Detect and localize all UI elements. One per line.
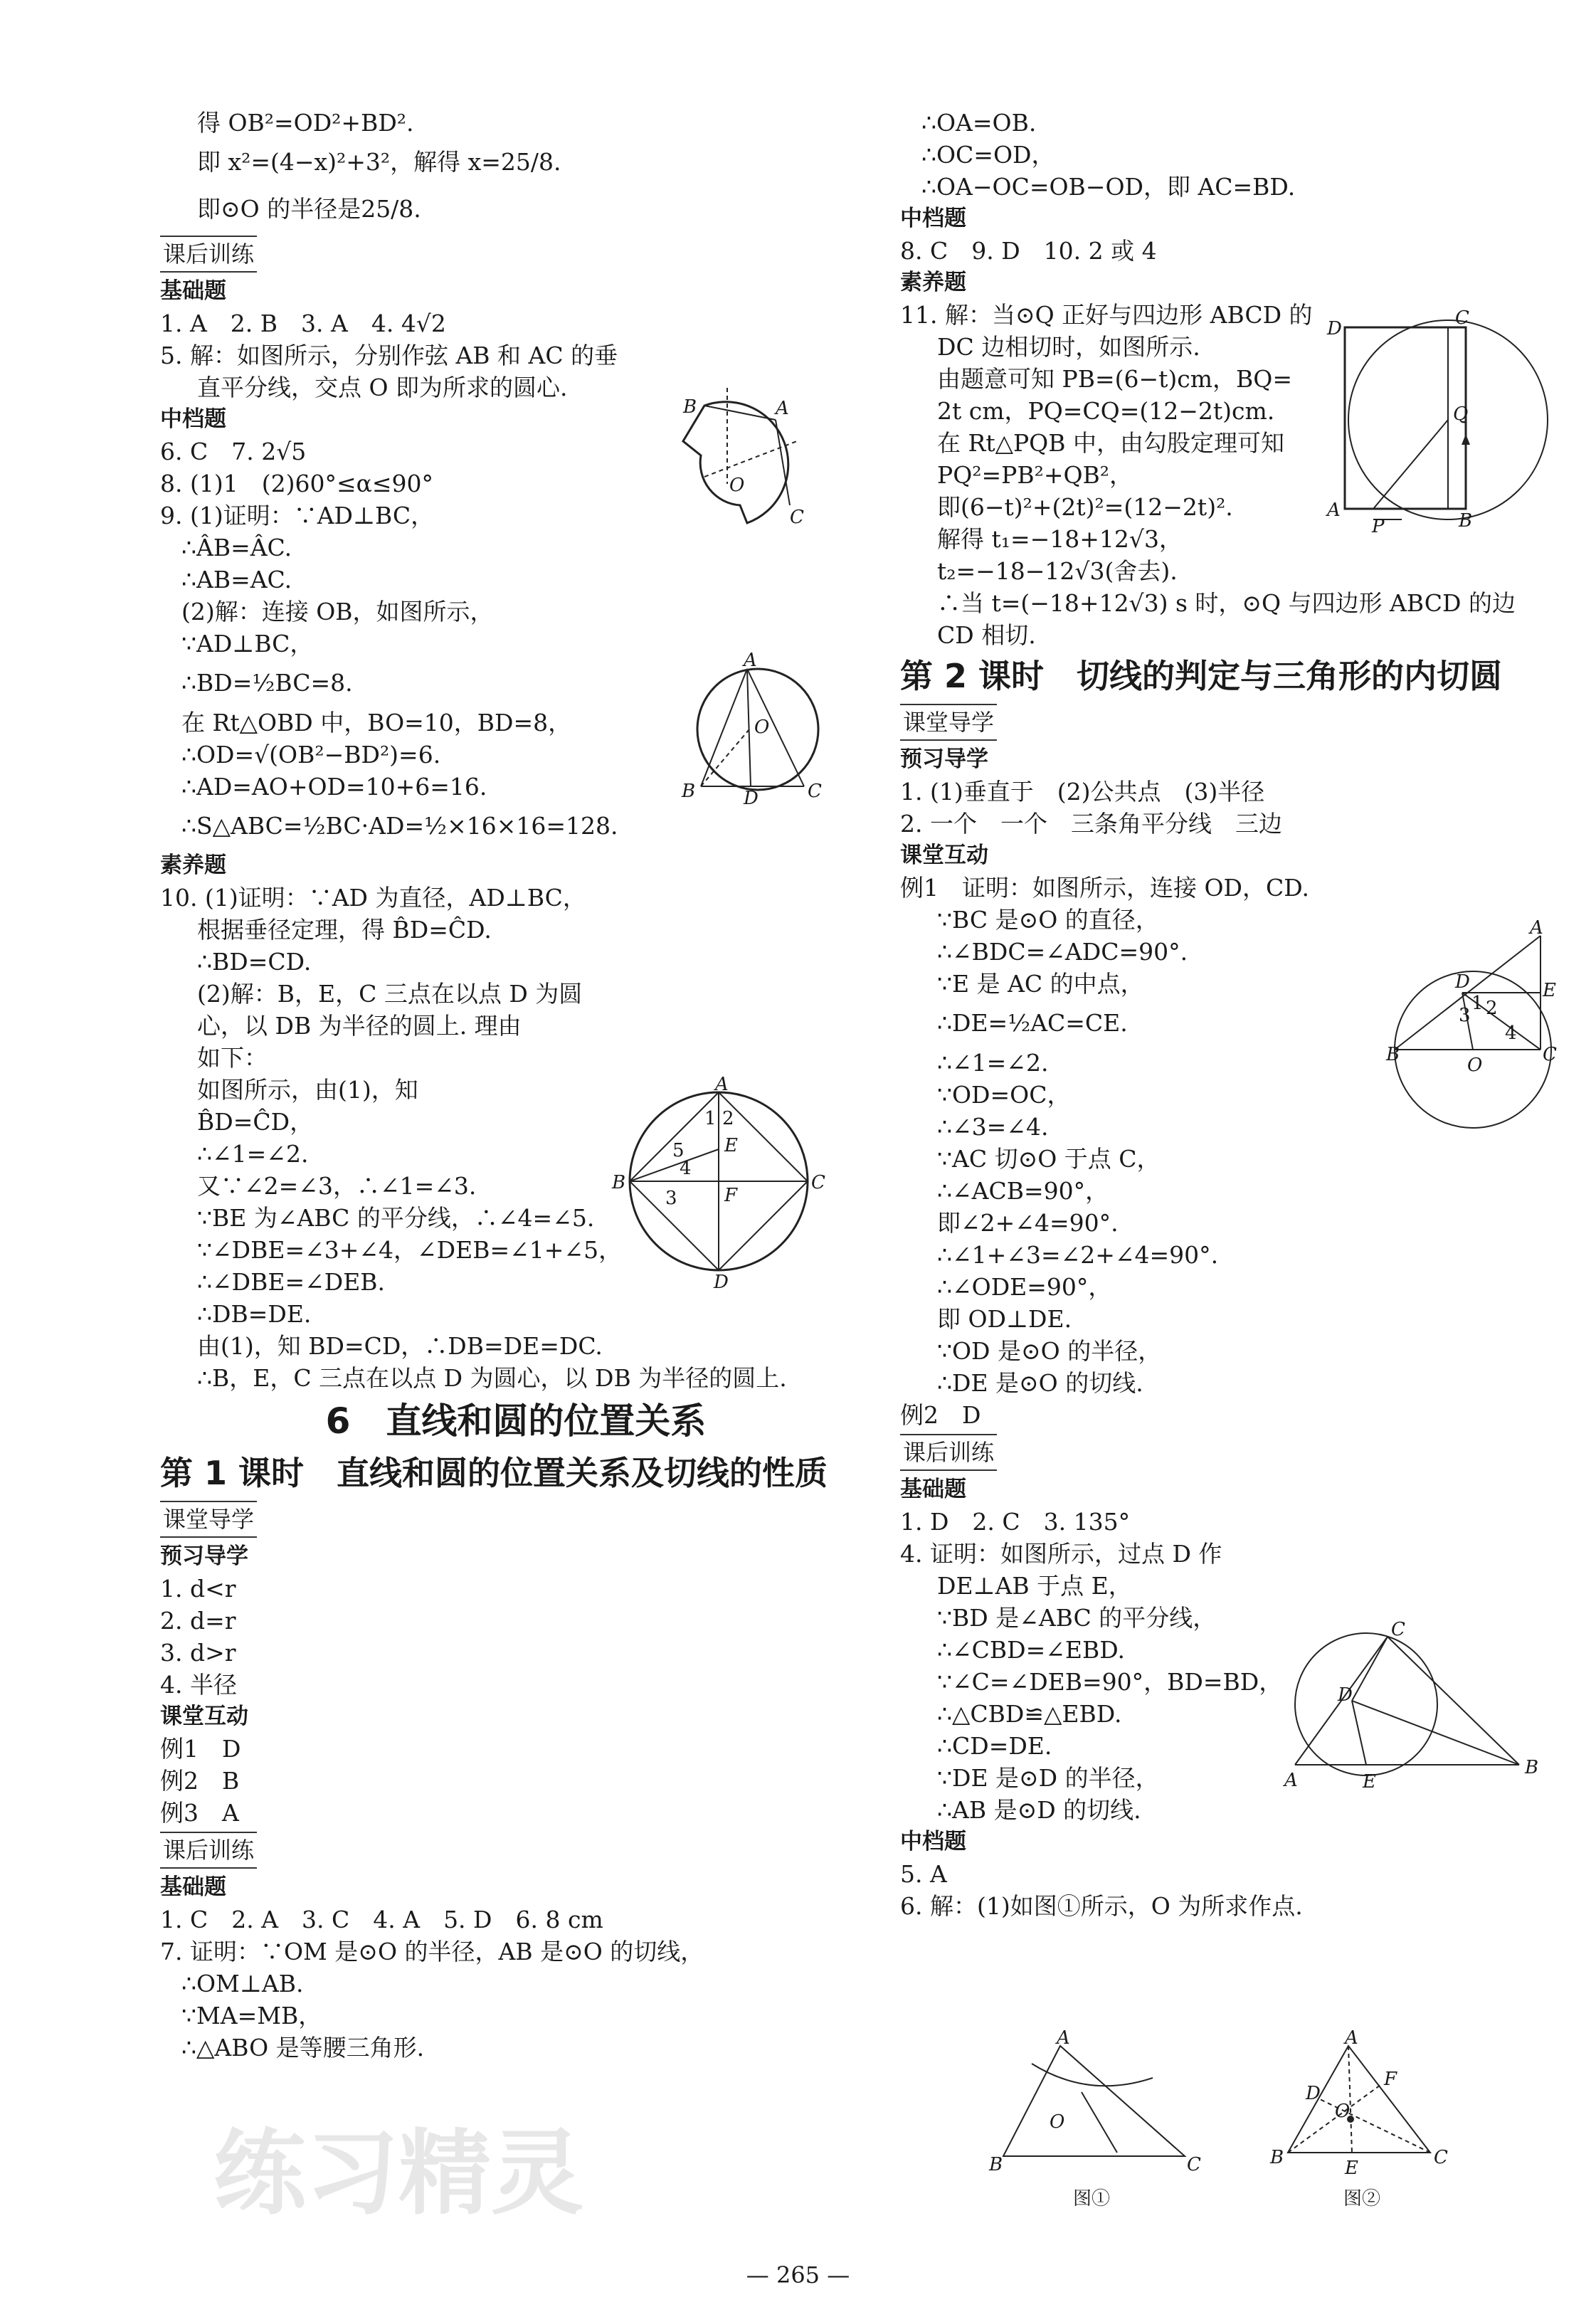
text-line: ∴AD=AO+OD=10+6=16.	[181, 773, 487, 801]
text-line: DC 边相切时，如图所示.	[937, 333, 1200, 361]
text-line: 1. C 2. A 3. C 4. A 5. D 6. 8 cm	[160, 1906, 603, 1933]
text-line: 如图所示，由(1)，知	[197, 1076, 418, 1104]
text-line: CD 相切.	[937, 621, 1036, 649]
text-line: ∵OD=OC，	[937, 1081, 1071, 1109]
figure-6-1	[989, 2027, 1210, 2213]
text-line: 预习导学	[160, 1543, 248, 1569]
label-f: F	[1384, 2069, 1397, 2090]
text-line: 例3 A	[160, 1799, 239, 1827]
text-line: 2t cm，PQ=CQ=(12−2t)cm.	[937, 397, 1275, 425]
text-line: 课堂互动	[160, 1704, 248, 1729]
text-line: 课后训练	[160, 1832, 257, 1869]
label-e: E	[1363, 1771, 1376, 1793]
text-line: 根据垂径定理，得 B̂D=ĈD.	[197, 916, 492, 944]
text-line: 由题意可知 PB=(6−t)cm，BQ=	[937, 365, 1292, 393]
text-line: ∴∠BDC=∠ADC=90°.	[937, 938, 1188, 966]
svg-text:3: 3	[665, 1188, 677, 1209]
figure-6-2	[1267, 2027, 1487, 2213]
figure-problem-4	[1284, 1619, 1555, 1800]
text-line: 即 x²=(4−x)²+3²，解得 x=25/8.	[197, 148, 561, 176]
text-line: 基础题	[160, 278, 226, 304]
label-c: C	[1391, 1619, 1405, 1640]
text-line: 又∵∠2=∠3，∴∠1=∠3.	[197, 1172, 477, 1200]
text-line: ∵∠DBE=∠3+∠4，∠DEB=∠1+∠5，	[197, 1236, 623, 1264]
text-line: B̂D=ĈD，	[197, 1108, 314, 1136]
text-line: (2)解：连接 OB，如图所示，	[181, 598, 494, 625]
text-line: ∴∠ACB=90°，	[937, 1177, 1109, 1205]
text-line: 课堂导学	[900, 704, 997, 741]
text-line: ∴ÂB=ÂC.	[181, 534, 292, 561]
svg-text:4: 4	[680, 1158, 692, 1179]
label-a: A	[1057, 2027, 1070, 2049]
text-line: 3. d>r	[160, 1639, 236, 1667]
label-c: C	[1543, 1044, 1557, 1065]
label-e: E	[1543, 980, 1556, 1001]
text-line: PQ²=PB²+QB²，	[937, 461, 1133, 489]
text-line: 2. 一个 一个 三条角平分线 三边	[900, 810, 1282, 838]
text-line: 素养题	[160, 853, 226, 878]
text-line: 得 OB²=OD²+BD².	[197, 109, 414, 137]
page-number: — 265 —	[746, 2261, 850, 2289]
text-line: ∴B，E，C 三点在以点 D 为圆心，以 DB 为半径的圆上.	[197, 1364, 787, 1392]
text-line: 在 Rt△PQB 中，由勾股定理可知	[937, 429, 1284, 457]
label-c: C	[1434, 2147, 1448, 2168]
text-line: ∴△ABO 是等腰三角形.	[181, 2034, 425, 2062]
text-line: ∴OM⊥AB.	[181, 1970, 304, 1997]
text-line: 即∠2+∠4=90°.	[937, 1209, 1119, 1237]
label-a: A	[715, 1074, 729, 1095]
label-b: B	[612, 1172, 626, 1193]
label-a: A	[744, 650, 757, 671]
text-line: 即 OD⊥DE.	[937, 1305, 1072, 1333]
label-d: D	[1327, 318, 1342, 339]
label-b: B	[682, 781, 696, 802]
text-line: 例1 证明：如图所示，连接 OD，CD.	[900, 874, 1310, 902]
label-o: O	[729, 475, 745, 496]
text-line: 1. (1)垂直于 (2)公共点 (3)半径	[900, 778, 1265, 806]
label-o: O	[1050, 2111, 1065, 2133]
text-line: ∴DB=DE.	[197, 1300, 312, 1328]
text-line: ∵DE 是⊙D 的半径，	[937, 1764, 1159, 1792]
caption-fig-1: 图①	[1073, 2188, 1111, 2210]
text-line: ∴BD=½BC=8.	[181, 669, 353, 697]
text-line: 5. A	[900, 1860, 947, 1888]
figure-problem-5	[662, 377, 804, 541]
watermark: 练习精灵	[213, 2119, 584, 2227]
label-o: O	[1467, 1055, 1483, 1076]
label-e: E	[1345, 2158, 1358, 2179]
text-line: ∴AB 是⊙D 的切线.	[937, 1796, 1141, 1824]
label-b: B	[683, 396, 697, 418]
text-line: 例2 D	[900, 1401, 981, 1429]
text-line: 课堂互动	[900, 843, 988, 868]
label-o: O	[754, 717, 770, 738]
text-line: 中档题	[900, 1829, 966, 1854]
text-line: ∵MA=MB，	[181, 2002, 322, 2029]
label-a: A	[1327, 500, 1341, 521]
label-a: A	[1284, 1770, 1298, 1791]
label-b: B	[989, 2154, 1003, 2175]
label-a: A	[1530, 917, 1543, 939]
text-line: 5. 解：如图所示，分别作弦 AB 和 AC 的垂	[160, 342, 618, 369]
text-line: 8. (1)1 (2)60°≤α≤90°	[160, 470, 434, 497]
svg-text:4: 4	[1505, 1023, 1517, 1044]
text-line: 6. 解：(1)如图①所示，O 为所求作点.	[900, 1892, 1303, 1920]
text-line: 1. d<r	[160, 1575, 236, 1603]
text-line: 心，以 DB 为半径的圆上. 理由	[197, 1012, 522, 1040]
text-line: ∵∠C=∠DEB=90°，BD=BD，	[937, 1668, 1283, 1696]
text-line: 11. 解：当⊙Q 正好与四边形 ABCD 的	[900, 301, 1313, 329]
text-line: 解得 t₁=−18+12√3，	[937, 525, 1183, 553]
text-line: ∴∠1=∠2.	[937, 1049, 1049, 1077]
label-q: Q	[1453, 403, 1469, 425]
label-b: B	[1459, 510, 1473, 532]
text-line: ∴DE=½AC=CE.	[937, 1009, 1128, 1037]
label-f: F	[724, 1185, 738, 1206]
text-line: 7. 证明：∵OM 是⊙O 的半径，AB 是⊙O 的切线，	[160, 1938, 704, 1965]
text-line: 如下：	[197, 1044, 268, 1072]
text-line: 即(6−t)²+(2t)²=(12−2t)².	[937, 493, 1233, 521]
label-d: D	[1338, 1684, 1353, 1706]
text-line: 直平分线，交点 O 即为所求的圆心.	[197, 374, 568, 401]
text-line: 8. C 9. D 10. 2 或 4	[900, 237, 1157, 265]
figure-example-1	[1386, 917, 1558, 1131]
label-b: B	[1270, 2147, 1284, 2168]
figure-problem-10	[612, 1074, 825, 1293]
text-line: 即⊙O 的半径是25/8.	[197, 195, 421, 223]
label-d: D	[744, 788, 759, 809]
label-d: D	[1455, 971, 1470, 993]
text-line: ∴DE 是⊙O 的切线.	[937, 1369, 1143, 1397]
text-line: ∵BD 是∠ABC 的平分线，	[937, 1604, 1217, 1632]
text-line: ∴OC=OD，	[921, 141, 1055, 169]
label-c: C	[811, 1172, 825, 1193]
label-b: B	[1386, 1044, 1400, 1065]
text-line: 6. C 7. 2√5	[160, 438, 307, 465]
text-line: t₂=−18−12√3(舍去).	[937, 557, 1178, 585]
text-line: ∴当 t=(−18+12√3) s 时，⊙Q 与四边形 ABCD 的边	[937, 589, 1516, 617]
text-line: ∴∠ODE=90°，	[937, 1273, 1112, 1301]
text-line: 4. 半径	[160, 1671, 237, 1699]
label-d: D	[1306, 2083, 1321, 2104]
svg-text:2: 2	[722, 1108, 734, 1129]
label-p: P	[1372, 516, 1385, 537]
label-o: O	[1335, 2101, 1351, 2122]
text-line: 素养题	[900, 270, 966, 295]
label-a: A	[1345, 2027, 1358, 2049]
text-line: ∵AC 切⊙O 于点 C，	[937, 1145, 1161, 1173]
text-line: 课后训练	[900, 1434, 997, 1471]
figure-problem-11	[1323, 307, 1565, 555]
text-line: ∴BD=CD.	[197, 948, 312, 976]
text-line: ∵BE 为∠ABC 的平分线，∴∠4=∠5.	[197, 1204, 595, 1232]
label-c: C	[1455, 307, 1469, 329]
text-line: 4. 证明：如图所示，过点 D 作	[900, 1540, 1222, 1568]
svg-text:5: 5	[672, 1140, 685, 1161]
text-line: 中档题	[160, 406, 226, 432]
svg-text:3: 3	[1459, 1005, 1471, 1026]
label-e: E	[724, 1135, 738, 1156]
text-line: 9. (1)证明：∵AD⊥BC，	[160, 502, 435, 529]
label-d: D	[714, 1272, 729, 1293]
text-line: 中档题	[900, 206, 966, 231]
text-line: 例2 B	[160, 1767, 240, 1795]
svg-text:1: 1	[1471, 993, 1484, 1014]
label-c: C	[808, 781, 822, 802]
text-line: 在 Rt△OBD 中，BO=10，BD=8，	[181, 709, 572, 737]
text-line: ∴OD=√(OB²−BD²)=6.	[181, 741, 441, 769]
text-line: ∵BC 是⊙O 的直径，	[937, 906, 1159, 934]
label-c: C	[1187, 2154, 1201, 2175]
text-line: ∴S△ABC=½BC·AD=½×16×16=128.	[181, 812, 618, 840]
text-line: ∴AB=AC.	[181, 566, 292, 593]
text-line: ∴∠1+∠3=∠2+∠4=90°.	[937, 1241, 1219, 1269]
text-line: 预习导学	[900, 746, 988, 772]
figure-problem-9	[676, 650, 840, 811]
text-line: 10. (1)证明：∵AD 为直径，AD⊥BC，	[160, 884, 586, 912]
text-line: 2. d=r	[160, 1607, 236, 1635]
text-line: 由(1)，知 BD=CD，∴DB=DE=DC.	[197, 1332, 603, 1360]
text-line: 基础题	[900, 1477, 966, 1502]
text-line: ∴OA−OC=OB−OD，即 AC=BD.	[921, 173, 1296, 201]
text-line: ∴∠1=∠2.	[197, 1140, 309, 1168]
text-line: 课后训练	[160, 236, 257, 273]
caption-fig-2: 图②	[1343, 2188, 1381, 2210]
text-line: ∴OA=OB.	[921, 109, 1037, 137]
text-line: ∵OD 是⊙O 的半径，	[937, 1337, 1162, 1365]
text-line: 例1 D	[160, 1735, 241, 1763]
text-line: 第 1 课时 直线和圆的位置关系及切线的性质	[160, 1454, 828, 1492]
svg-text:1: 1	[704, 1108, 717, 1129]
text-line: 1. D 2. C 3. 135°	[900, 1508, 1131, 1536]
text-line: ∵AD⊥BC，	[181, 630, 314, 658]
label-c: C	[790, 507, 804, 528]
text-line: 第 2 课时 切线的判定与三角形的内切圆	[900, 657, 1503, 695]
text-line: ∴CD=DE.	[937, 1732, 1052, 1760]
text-line: ∴∠CBD=∠EBD.	[937, 1636, 1126, 1664]
text-line: ∵E 是 AC 的中点，	[937, 970, 1144, 998]
text-line: (2)解：B，E，C 三点在以点 D 为圆	[197, 980, 583, 1008]
text-line: 课堂导学	[160, 1501, 257, 1538]
text-line: ∴∠3=∠4.	[937, 1113, 1049, 1141]
label-b: B	[1525, 1757, 1539, 1778]
text-line: ∴△CBD≌△EBD.	[937, 1700, 1122, 1728]
label-a: A	[776, 398, 789, 419]
text-line: 1. A 2. B 3. A 4. 4√2	[160, 310, 446, 337]
text-line: DE⊥AB 于点 E，	[937, 1572, 1132, 1600]
svg-text:2: 2	[1486, 998, 1498, 1019]
text-line: 基础题	[160, 1874, 226, 1900]
text-line: ∴∠DBE=∠DEB.	[197, 1268, 386, 1296]
text-line: 6 直线和圆的位置关系	[325, 1400, 707, 1442]
